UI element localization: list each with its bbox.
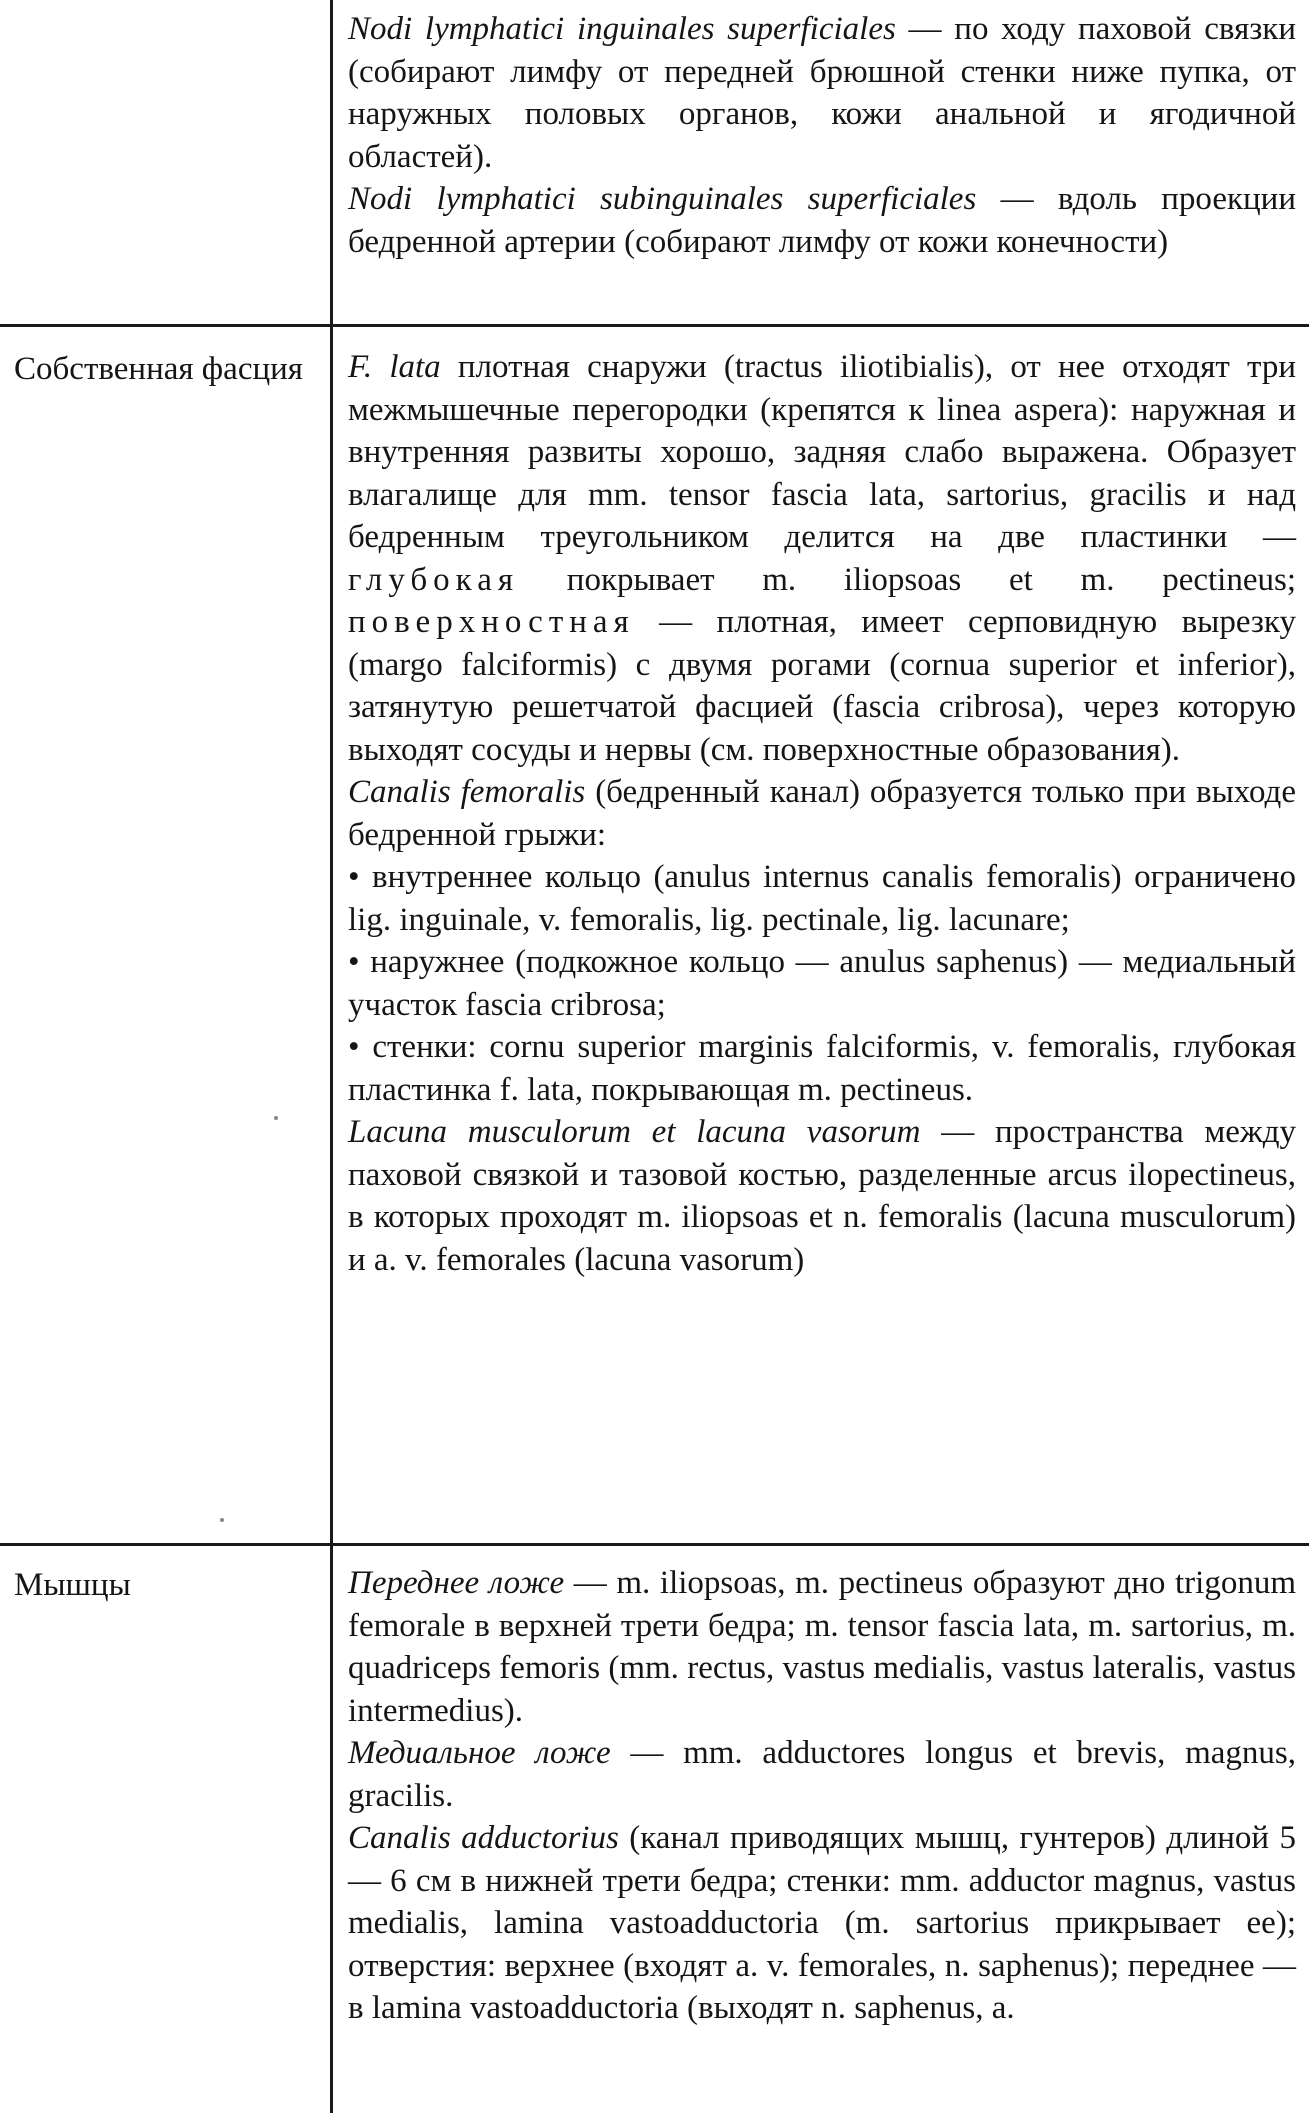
row-divider-2 [0, 1543, 1309, 1546]
text-run: F. lata [348, 349, 441, 385]
text-run: • стенки: cornu superior marginis falciformis, v. femoralis, глубокая пластинка f. lata, покрывающая m. pectineus. [348, 1029, 1296, 1108]
text-run: • внутреннее кольцо (anulus internus canalis femoralis) ограничено lig. inguinale, v. femoralis, lig. pectinale, lig. lacunare; [348, 859, 1296, 938]
text-run: Nodi lymphatici inguinales superficiales [348, 11, 896, 47]
text-run: — пространства между паховой связкой и тазовой костью, разделенные arcus ilopectineus, в которых проходят m. iliopsoas et n. femoralis (lacuna musculorum) и a. v. femorales (lacuna vasorum) [348, 1114, 1296, 1278]
text-run: плотная снаружи (tractus iliotibialis), от нее отходят три межмышечные перегородки (крепятся к linea aspera): наружная и внутренняя развиты хорошо, задняя слабо выражена. Образует влагалище для mm. tensor fascia lata, sartorius, gracilis и над бедренным треугольником делится на две пластинки — [348, 349, 1296, 555]
column-divider [330, 0, 333, 2113]
row-content [348, 1562, 1296, 2030]
paragraph [348, 178, 1296, 263]
text-run: глубокая [348, 561, 520, 598]
scan-speck [220, 1518, 224, 1522]
row-content [348, 8, 1296, 263]
text-run: — плотная, имеет серповидную вырезку (margo falciformis) с двумя рогами (cornua superior et inferior), затянутую решетчатой фасцией (fascia cribrosa), через которую выходят сосуды и нервы (см. поверхностные образования). [348, 604, 1296, 768]
row-label: Мышцы [14, 1567, 131, 1603]
text-run: Переднее ложе [348, 1565, 565, 1601]
text-run: — m. iliopsoas, m. pectineus образуют дно trigonum femorale в верхней трети бедра; m. tensor fascia lata, m. sartorius, m. quadriceps femoris (mm. rectus, vastus medialis, vastus lateralis, vastus intermedius). [348, 1565, 1296, 1729]
text-run: Lacuna musculorum et lacuna vasorum [348, 1114, 921, 1150]
text-run: Canalis femoralis [348, 774, 586, 810]
text-run: — по ходу паховой связки (собирают лимфу от передней брюшной стенки ниже пупка, от наружных половых органов, кожи анальной и ягодичной областей). [348, 11, 1296, 175]
paragraph [348, 941, 1296, 1026]
row-content [348, 346, 1296, 1281]
paragraph [348, 1026, 1296, 1111]
paragraph [348, 1562, 1296, 1732]
text-run: (канал приводящих мышц, гунтеров) длиной 5 — 6 см в нижней трети бедра; стенки: mm. adductor magnus, vastus medialis, lamina vastoadductoria (m. sartorius прикрывает ее); отверстия: верхнее (входят a. v. femorales, n. saphenus); переднее — в lamina vastoadductoria (выходят n. saphenus, a. [348, 1820, 1297, 2026]
row-divider-1 [0, 324, 1309, 327]
text-run: Canalis adductorius [348, 1820, 619, 1856]
text-run: Медиальное ложе [348, 1735, 611, 1771]
paragraph [348, 1111, 1296, 1281]
scan-speck [274, 1116, 278, 1120]
text-run: (бедренный канал) образуется только при выходе бедренной грыжи: [348, 774, 1296, 853]
text-run: покрывает m. iliopsoas et m. pectineus; [519, 561, 1296, 598]
text-run: — mm. adductores longus et brevis, magnus, gracilis. [348, 1735, 1296, 1814]
text-run: — вдоль проекции бедренной артерии (собирают лимфу от кожи конечности) [348, 181, 1296, 260]
paragraph [348, 346, 1296, 771]
paragraph [348, 856, 1296, 941]
row-label: Собственная фасция [14, 351, 303, 387]
paragraph [348, 8, 1296, 178]
text-run: поверхностная [348, 604, 635, 640]
paragraph [348, 771, 1296, 856]
paragraph [348, 1732, 1296, 1817]
text-run: Nodi lymphatici subinguinales superficiales [348, 181, 977, 217]
paragraph [348, 1817, 1296, 2030]
text-run: • наружнее (подкожное кольцо — anulus saphenus) — медиальный участок fascia cribrosa; [348, 944, 1296, 1023]
